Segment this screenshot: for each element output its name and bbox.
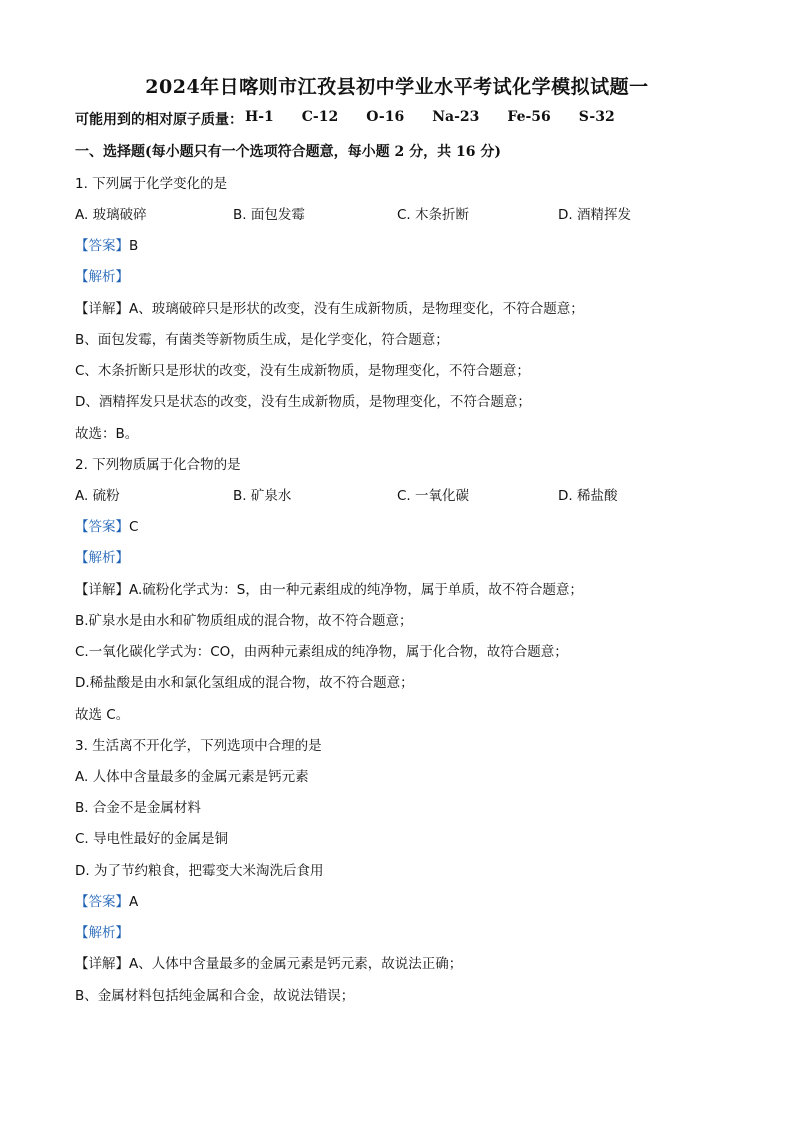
q2-option-c: C. 一氧化碳 <box>397 488 470 504</box>
atomic-masses-label: 可能用到的相对原子质量： <box>75 112 243 128</box>
analysis-tag: 【解析】 <box>75 269 129 285</box>
detail-tag: 【详解】 <box>75 301 129 317</box>
q3-option-d: D. 为了节约粮食，把霉变大米淘洗后食用 <box>75 863 324 879</box>
q1-detail-line-1 <box>75 297 584 317</box>
atomic-mass-c: C-12 <box>301 109 339 125</box>
q2-option-a: A. 硫粉 <box>75 488 120 504</box>
q2-detail-line-1 <box>75 578 583 598</box>
q2-answer: C <box>129 519 139 535</box>
q2-option-d: D. 稀盐酸 <box>558 488 618 504</box>
section-heading: 一、选择题(每小题只有一个选项符合题意，每小题 2 分，共 16 分) <box>75 144 501 160</box>
atomic-mass-h: H-1 <box>245 109 274 125</box>
q3-option-c: C. 导电性最好的金属是铜 <box>75 831 229 847</box>
q1-detail-line-4: D、酒精挥发只是状态的改变，没有生成新物质，是物理变化，不符合题意； <box>75 394 531 410</box>
q2-conclusion: 故选 C。 <box>75 707 130 723</box>
q1-detail-line-3: C、木条折断只是形状的改变，没有生成新物质，是物理变化，不符合题意； <box>75 363 530 379</box>
detail-tag: 【详解】 <box>75 582 129 598</box>
q3-analysis-line <box>75 921 129 941</box>
q1-option-c: C. 木条折断 <box>397 207 470 223</box>
atomic-mass-na: Na-23 <box>432 109 480 125</box>
q3-detail-line-2: B、金属材料包括纯金属和合金，故说法错误； <box>75 988 355 1004</box>
q3-answer-line <box>75 890 138 910</box>
answer-tag: 【答案】 <box>75 519 129 535</box>
q1-conclusion: 故选：B。 <box>75 426 139 442</box>
q1-option-a: A. 玻璃破碎 <box>75 207 147 223</box>
q3-detail-text-1: A、人体中含量最多的金属元素是钙元素，故说法正确； <box>129 956 463 972</box>
atomic-mass-o: O-16 <box>366 109 405 125</box>
atomic-mass-s: S-32 <box>578 109 615 125</box>
q1-detail-text-1: A、玻璃破碎只是形状的改变，没有生成新物质，是物理变化，不符合题意； <box>129 301 584 317</box>
q3-detail-line-1 <box>75 952 462 972</box>
q3-answer: A <box>129 894 139 910</box>
atomic-mass-fe: Fe-56 <box>507 109 551 125</box>
q2-detail-line-4: D.稀盐酸是由水和氯化氢组成的混合物，故不符合题意； <box>75 675 414 691</box>
q1-answer: B <box>129 238 139 254</box>
q3-stem: 3. 生活离不开化学，下列选项中合理的是 <box>75 738 322 754</box>
q1-option-b: B. 面包发霉 <box>233 207 305 223</box>
answer-tag: 【答案】 <box>75 894 129 910</box>
q1-option-d: D. 酒精挥发 <box>558 207 631 223</box>
q2-detail-text-1: A.硫粉化学式为：S，由一种元素组成的纯净物，属于单质，故不符合题意； <box>129 582 583 598</box>
q1-stem: 1. 下列属于化学变化的是 <box>75 176 228 192</box>
q1-answer-line <box>75 234 138 254</box>
q1-analysis-line <box>75 265 129 285</box>
analysis-tag: 【解析】 <box>75 925 129 941</box>
q2-answer-line <box>75 515 138 535</box>
page-title: 2024年日喀则市江孜县初中学业水平考试化学模拟试题一 <box>145 76 649 98</box>
answer-tag: 【答案】 <box>75 238 129 254</box>
q1-detail-line-2: B、面包发霉，有菌类等新物质生成，是化学变化，符合题意； <box>75 332 449 348</box>
analysis-tag: 【解析】 <box>75 550 129 566</box>
q2-detail-line-2: B.矿泉水是由水和矿物质组成的混合物，故不符合题意； <box>75 613 413 629</box>
q2-analysis-line <box>75 546 129 566</box>
detail-tag: 【详解】 <box>75 956 129 972</box>
atomic-masses-line <box>75 109 643 129</box>
q2-stem: 2. 下列物质属于化合物的是 <box>75 457 241 473</box>
q3-option-a: A. 人体中含量最多的金属元素是钙元素 <box>75 769 309 785</box>
q2-detail-line-3: C.一氧化碳化学式为：CO，由两种元素组成的纯净物，属于化合物，故符合题意； <box>75 644 568 660</box>
q2-option-b: B. 矿泉水 <box>233 488 292 504</box>
q3-option-b: B. 合金不是金属材料 <box>75 800 201 816</box>
